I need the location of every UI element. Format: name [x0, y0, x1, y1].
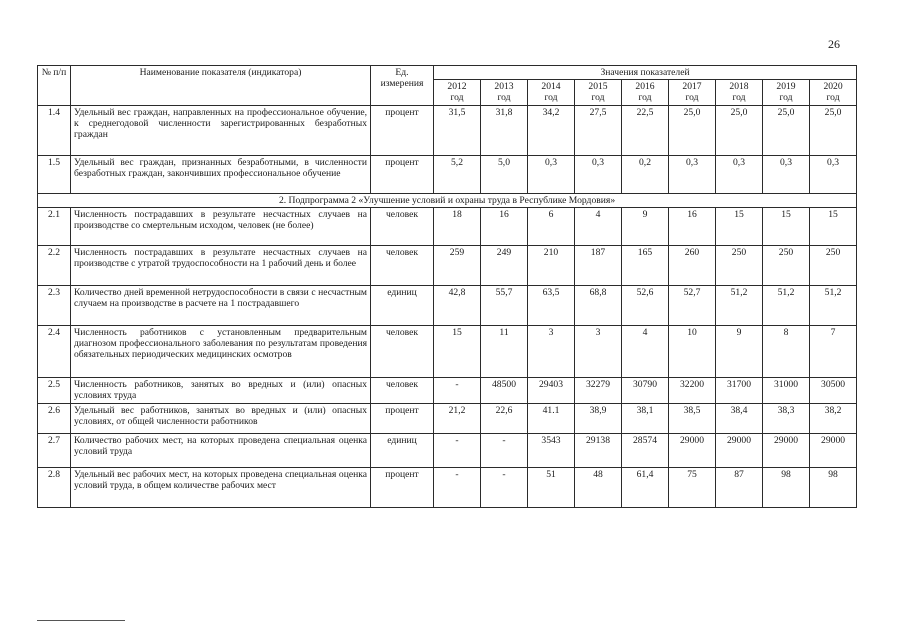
row-number: 2.5	[38, 378, 71, 404]
indicator-name: Количество рабочих мест, на которых проведена специальная оценка условий труда	[71, 434, 371, 468]
year-suffix: год	[638, 92, 652, 104]
indicator-value: 0,3	[669, 156, 716, 194]
indicator-value: 31000	[763, 378, 810, 404]
indicator-value: 31,5	[434, 106, 481, 156]
indicator-value: 38,1	[622, 404, 669, 434]
row-number: 2.8	[38, 468, 71, 508]
indicator-value: 250	[810, 246, 857, 286]
indicator-unit: единиц	[371, 434, 434, 468]
indicator-value: 0,3	[575, 156, 622, 194]
indicator-value: 9	[622, 208, 669, 246]
year-suffix: год	[826, 92, 840, 104]
indicator-name: Численность работников, занятых во вредных и (или) опасных условиях труда	[71, 378, 371, 404]
header-year-2016	[622, 80, 669, 106]
indicator-unit: процент	[371, 106, 434, 156]
indicator-value: 22,5	[622, 106, 669, 156]
indicator-value: 29138	[575, 434, 622, 468]
indicator-value: 63,5	[528, 286, 575, 326]
indicator-value: 32200	[669, 378, 716, 404]
year-suffix: год	[544, 92, 558, 104]
indicator-value: 0,3	[810, 156, 857, 194]
year-value: 2015	[588, 81, 608, 93]
indicator-value: -	[434, 434, 481, 468]
row-number: 2.3	[38, 286, 71, 326]
row-number: 2.1	[38, 208, 71, 246]
indicator-value: 16	[669, 208, 716, 246]
indicator-value: 38,4	[716, 404, 763, 434]
indicator-value: 51	[528, 468, 575, 508]
indicator-value: 260	[669, 246, 716, 286]
indicator-value: 25,0	[763, 106, 810, 156]
indicator-value: -	[434, 468, 481, 508]
indicator-value: 87	[716, 468, 763, 508]
indicator-value: 68,8	[575, 286, 622, 326]
header-year-2013	[481, 80, 528, 106]
year-value: 2017	[682, 81, 702, 93]
indicator-value: 250	[763, 246, 810, 286]
indicator-unit: процент	[371, 404, 434, 434]
indicator-value: 11	[481, 326, 528, 378]
section-row	[38, 194, 857, 208]
table-header	[38, 66, 857, 106]
indicator-value: 38,9	[575, 404, 622, 434]
year-suffix: год	[685, 92, 699, 104]
indicator-value: 16	[481, 208, 528, 246]
indicator-value: 30790	[622, 378, 669, 404]
indicator-value: 25,0	[669, 106, 716, 156]
indicator-value: 15	[810, 208, 857, 246]
header-year-2012	[434, 80, 481, 106]
table-row	[38, 246, 857, 286]
indicator-value: 27,5	[575, 106, 622, 156]
table-row	[38, 404, 857, 434]
indicator-unit: процент	[371, 468, 434, 508]
indicator-value: 25,0	[716, 106, 763, 156]
table-row	[38, 208, 857, 246]
indicator-value: 4	[622, 326, 669, 378]
indicator-value: -	[434, 378, 481, 404]
indicator-value: 3543	[528, 434, 575, 468]
header-year-2019	[763, 80, 810, 106]
section-title: 2. Подпрограмма 2 «Улучшение условий и охраны труда в Республике Мордовия»	[38, 194, 857, 208]
indicator-value: 0,2	[622, 156, 669, 194]
indicator-value: 32279	[575, 378, 622, 404]
row-number: 2.4	[38, 326, 71, 378]
indicator-value: 5,0	[481, 156, 528, 194]
indicator-unit: единиц	[371, 286, 434, 326]
indicator-unit: процент	[371, 156, 434, 194]
indicator-unit: человек	[371, 326, 434, 378]
indicator-name: Удельный вес граждан, направленных на профессиональное обучение, к среднегодовой численности зарегистрированных безработных граждан	[71, 106, 371, 156]
year-value: 2018	[729, 81, 749, 93]
header-name: Наименование показателя (индикатора)	[71, 66, 371, 106]
indicator-value: 51,2	[763, 286, 810, 326]
indicator-value: 0,3	[763, 156, 810, 194]
indicator-value: 18	[434, 208, 481, 246]
indicator-name: Удельный вес граждан, признанных безработными, в численности безработных граждан, закончивших профессиональное обучение	[71, 156, 371, 194]
table-row	[38, 156, 857, 194]
indicator-value: 51,2	[716, 286, 763, 326]
indicator-value: 21,2	[434, 404, 481, 434]
year-suffix: год	[450, 92, 464, 104]
indicator-value: 48500	[481, 378, 528, 404]
indicator-value: 38,5	[669, 404, 716, 434]
indicator-value: 5,2	[434, 156, 481, 194]
indicators-table	[37, 65, 857, 508]
indicator-name: Удельный вес рабочих мест, на которых проведена специальная оценка условий труда, в общем количестве рабочих мест	[71, 468, 371, 508]
indicator-value: 38,3	[763, 404, 810, 434]
indicator-value: -	[481, 434, 528, 468]
indicator-value: 15	[763, 208, 810, 246]
table-row	[38, 434, 857, 468]
indicator-value: 48	[575, 468, 622, 508]
indicator-value: 31700	[716, 378, 763, 404]
indicator-value: 52,7	[669, 286, 716, 326]
year-suffix: год	[591, 92, 605, 104]
indicator-value: 55,7	[481, 286, 528, 326]
indicator-value: 22,6	[481, 404, 528, 434]
indicator-value: 250	[716, 246, 763, 286]
indicator-value: 7	[810, 326, 857, 378]
indicator-value: 10	[669, 326, 716, 378]
indicator-value: 249	[481, 246, 528, 286]
header-num: № п/п	[38, 66, 71, 106]
indicator-value: 3	[528, 326, 575, 378]
indicator-value: 0,3	[528, 156, 575, 194]
row-number: 2.7	[38, 434, 71, 468]
header-year-2017	[669, 80, 716, 106]
indicator-value: 42,8	[434, 286, 481, 326]
indicator-value: 8	[763, 326, 810, 378]
indicator-value: 51,2	[810, 286, 857, 326]
indicator-unit: человек	[371, 246, 434, 286]
indicator-value: 28574	[622, 434, 669, 468]
indicator-value: 29000	[763, 434, 810, 468]
table-row	[38, 326, 857, 378]
table-row	[38, 378, 857, 404]
indicator-value: 38,2	[810, 404, 857, 434]
indicator-name: Численность пострадавших в результате несчастных случаев на производстве со смертельным исходом, человек (не более)	[71, 208, 371, 246]
year-suffix: год	[497, 92, 511, 104]
indicator-value: 31,8	[481, 106, 528, 156]
table-row	[38, 106, 857, 156]
year-value: 2020	[823, 81, 843, 93]
table-row	[38, 468, 857, 508]
indicator-value: 187	[575, 246, 622, 286]
indicator-value: 6	[528, 208, 575, 246]
indicator-unit: человек	[371, 378, 434, 404]
year-value: 2016	[635, 81, 655, 93]
indicator-unit: человек	[371, 208, 434, 246]
indicator-value: 41.1	[528, 404, 575, 434]
year-suffix: год	[732, 92, 746, 104]
indicator-name: Количество дней временной нетрудоспособности в связи с несчастным случаем на производстве в расчете на 1 пострадавшего	[71, 286, 371, 326]
indicator-value: 98	[763, 468, 810, 508]
indicator-name: Удельный вес работников, занятых во вредных и (или) опасных условиях, от общей численности работников	[71, 404, 371, 434]
indicator-value: 25,0	[810, 106, 857, 156]
indicator-value: 3	[575, 326, 622, 378]
indicator-value: 61,4	[622, 468, 669, 508]
indicator-value: 210	[528, 246, 575, 286]
header-year-2020	[810, 80, 857, 106]
indicator-value: 29000	[669, 434, 716, 468]
row-number: 1.5	[38, 156, 71, 194]
header-year-2015	[575, 80, 622, 106]
indicator-value: 75	[669, 468, 716, 508]
indicator-value: -	[481, 468, 528, 508]
indicator-value: 29000	[810, 434, 857, 468]
header-year-2014	[528, 80, 575, 106]
indicator-name: Численность пострадавших в результате несчастных случаев на производстве с утратой трудоспособности на 1 рабочий день и более	[71, 246, 371, 286]
year-value: 2013	[494, 81, 514, 93]
header-year-2018	[716, 80, 763, 106]
row-number: 2.2	[38, 246, 71, 286]
indicator-name: Численность работников с установленным предварительным диагнозом профессионального заболевания по результатам проведения обязательных периодических медицинских осмотров	[71, 326, 371, 378]
row-number: 2.6	[38, 404, 71, 434]
table-row	[38, 286, 857, 326]
year-suffix: год	[779, 92, 793, 104]
year-value: 2012	[447, 81, 467, 93]
indicator-value: 52,6	[622, 286, 669, 326]
row-number: 1.4	[38, 106, 71, 156]
indicator-value: 29403	[528, 378, 575, 404]
year-value: 2014	[541, 81, 561, 93]
footnote-divider	[37, 620, 125, 621]
page-number: 26	[828, 37, 840, 51]
indicator-value: 165	[622, 246, 669, 286]
header-unit: Ед. измерения	[371, 66, 434, 106]
year-value: 2019	[776, 81, 796, 93]
indicator-value: 98	[810, 468, 857, 508]
indicator-value: 0,3	[716, 156, 763, 194]
indicator-value: 15	[716, 208, 763, 246]
indicator-value: 29000	[716, 434, 763, 468]
indicator-value: 15	[434, 326, 481, 378]
indicator-value: 259	[434, 246, 481, 286]
header-values: Значения показателей	[434, 66, 857, 80]
indicator-value: 4	[575, 208, 622, 246]
indicator-value: 30500	[810, 378, 857, 404]
indicator-value: 34,2	[528, 106, 575, 156]
table-body	[38, 106, 857, 508]
indicator-value: 9	[716, 326, 763, 378]
